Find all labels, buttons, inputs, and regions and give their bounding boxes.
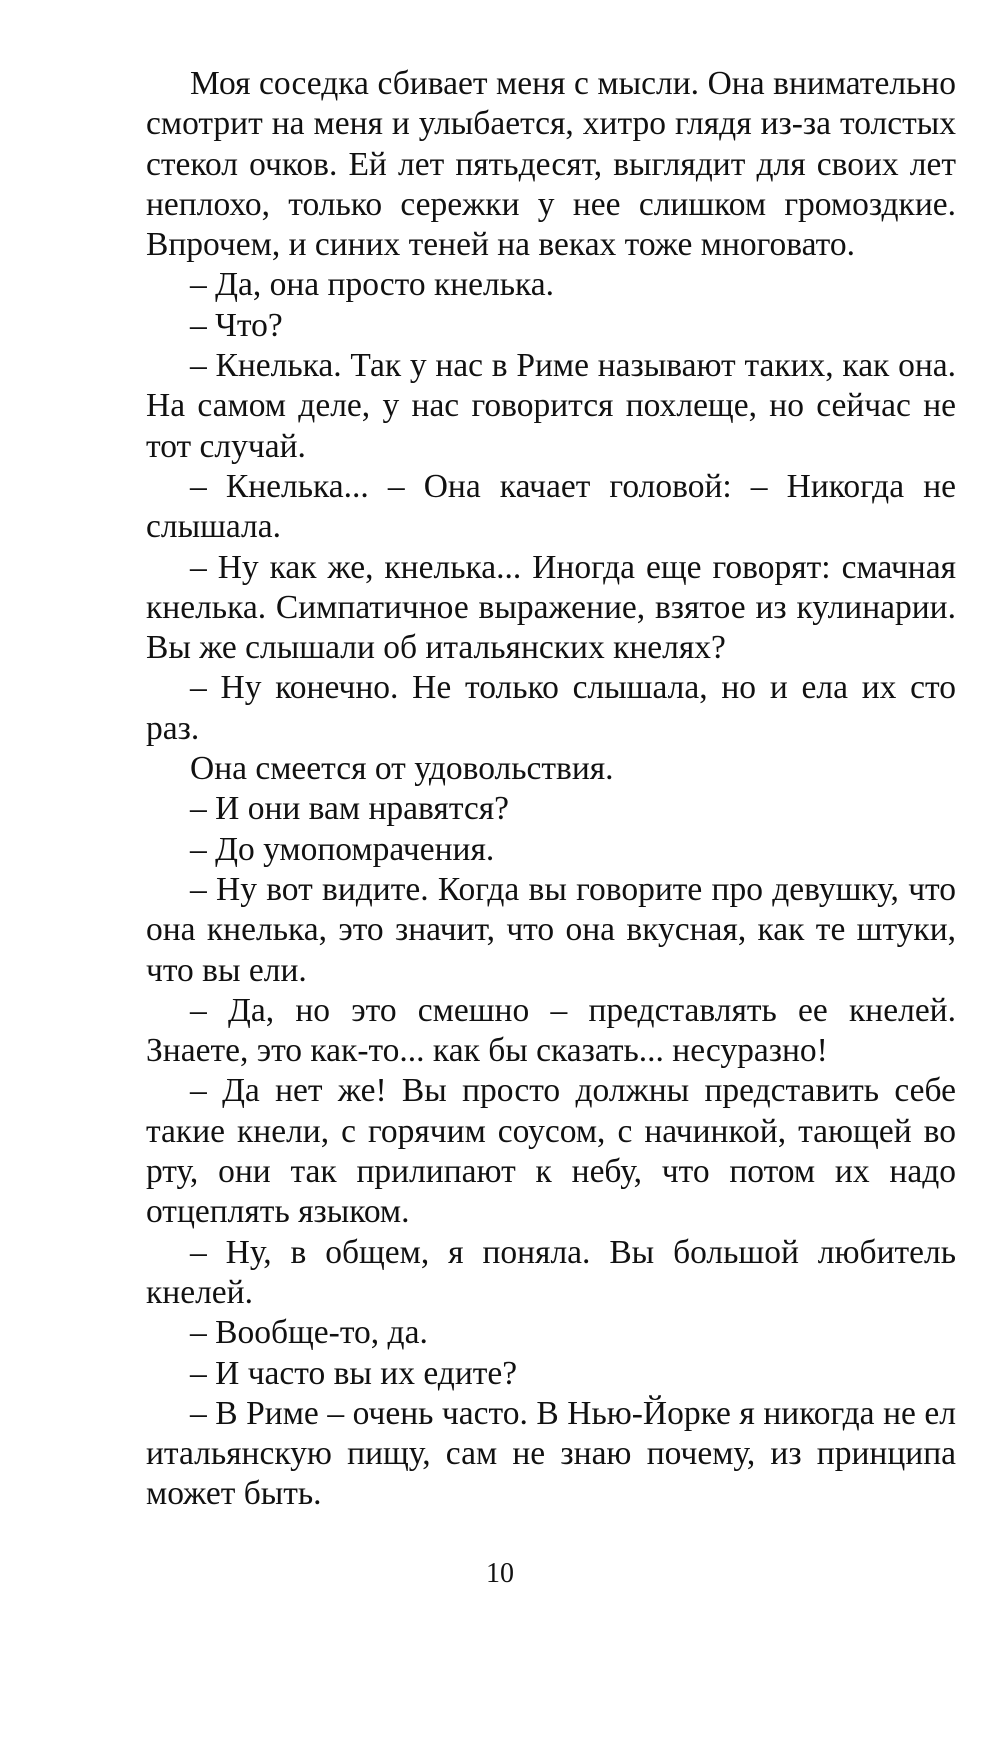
body-text — [146, 64, 956, 1515]
paragraph: Моя соседка сбивает меня с мысли. Она внимательно смотрит на меня и улыбается, хитро глядя из-за толстых стекол очков. Ей лет пятьдесят, выглядит для своих лет неплохо, только сережки у нее слишком громоздкие. Впрочем, и синих теней на веках тоже многовато. — [146, 65, 956, 264]
paragraph: – Вообще-то, да. — [190, 1314, 428, 1352]
paragraph: – Что? — [190, 306, 283, 344]
paragraph: – Ну конечно. Не только слышала, но и ела их сто раз. — [146, 669, 956, 747]
paragraph: – Ну как же, кнелька... Иногда еще говорят: смачная кнелька. Симпатичное выражение, взятое из кулинарии. Вы же слышали об итальянских кнелях? — [146, 548, 956, 667]
paragraph: – Да, но это смешно – представлять ее кнелей. Знаете, это как-то... как бы сказать... несуразно! — [146, 991, 956, 1070]
paragraph: – До умопомрачения. — [190, 830, 495, 868]
paragraph: – И часто вы их едите? — [190, 1354, 518, 1392]
paragraph: – В Риме – очень часто. В Нью-Йорке я никогда не ел итальянскую пищу, сам не знаю почему, из принципа может быть. — [146, 1394, 956, 1513]
paragraph: – Да, она просто кнелька. — [190, 266, 555, 304]
paragraph: Она смеется от удовольствия. — [190, 750, 614, 788]
paragraph: – Да нет же! Вы просто должны представить себе такие кнели, с горячим соусом, с начинкой, тающей во рту, они так прилипают к небу, что потом их надо отцеплять языком. — [146, 1072, 956, 1231]
paragraph: – Ну, в общем, я поняла. Вы большой любитель кнелей. — [146, 1233, 956, 1311]
page-number: 10 — [486, 1558, 514, 1589]
paragraph: – Ну вот видите. Когда вы говорите про девушку, что она кнелька, это значит, что она вкусная, как те штуки, что вы ели. — [146, 870, 956, 989]
paragraph: – Кнелька. Так у нас в Риме называют таких, как она. На самом деле, у нас говорится похлеще, но сейчас не тот случай. — [146, 347, 956, 465]
paragraph: – И они вам нравятся? — [190, 790, 510, 828]
paragraph: – Кнелька... – Она качает головой: – Никогда не слышала. — [146, 467, 956, 546]
